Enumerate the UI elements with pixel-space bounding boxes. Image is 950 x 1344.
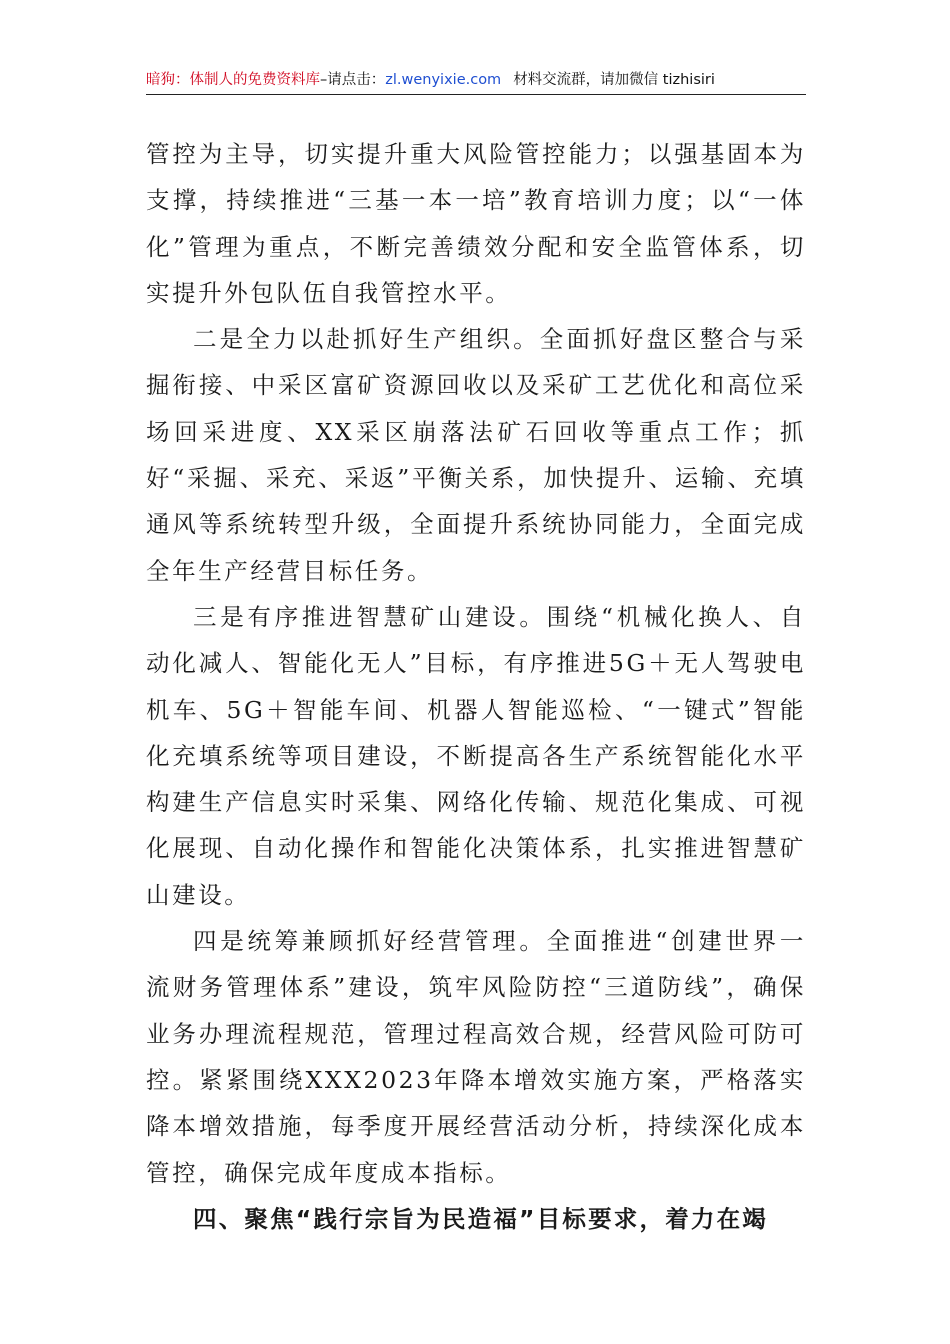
header-brand: 暗狗：体制人的免费资料库	[146, 72, 320, 88]
header-link[interactable]: zl.wenyixie.com	[385, 72, 502, 88]
section-heading: 四、聚焦“践行宗旨为民造福”目标要求，着力在竭	[193, 1204, 768, 1233]
paragraph-smart-mine: 三是有序推进智慧矿山建设。围绕“机械化换人、自动化减人、智能化无人”目标，有序推进5G＋无人驾驶电机车、5G＋智能车间、机器人智能巡检、“一键式”智能化充填系统等项目建设，不断提高各生产系统智能化水平构建生产信息实时采集、网络化传输、规范化集成、可视化展现、自动化操作和智能化决策体系，扎实推进智慧矿山建设。	[146, 602, 806, 909]
paragraph-continued: 管控为主导，切实提升重大风险管控能力；以强基固本为支撑，持续推进“三基一本一培”教育培训力度；以“一体化”管理为重点，不断完善绩效分配和安全监管体系，切实提升外包队伍自我管控水平。	[146, 140, 806, 307]
paragraph-management: 四是统筹兼顾抓好经营管理。全面推进“创建世界一流财务管理体系”建设，筑牢风险防控“三道防线”，确保业务办理流程规范，管理过程高效合规，经营风险可防可控。紧紧围绕XXX2023年降本增效实施方案，严格落实降本增效措施，每季度开展经营活动分析，持续深化成本管控，确保完成年度成本指标。	[146, 927, 806, 1187]
paragraph-production: 二是全力以赴抓好生产组织。全面抓好盘区整合与采掘衔接、中采区富矿资源回收以及采矿工艺优化和高位采场回采进度、XX采区崩落法矿石回收等重点工作；抓好“采掘、采充、采返”平衡关系，加快提升、运输、充填通风等系统转型升级，全面提升系统协同能力，全面完成全年生产经营目标任务。	[146, 325, 806, 585]
header-prompt: –请点击：	[320, 72, 386, 88]
document-body	[146, 131, 806, 1242]
page-header	[146, 70, 806, 95]
header-group-info: 材料交流群，请加微信 tizhisiri	[513, 72, 715, 88]
